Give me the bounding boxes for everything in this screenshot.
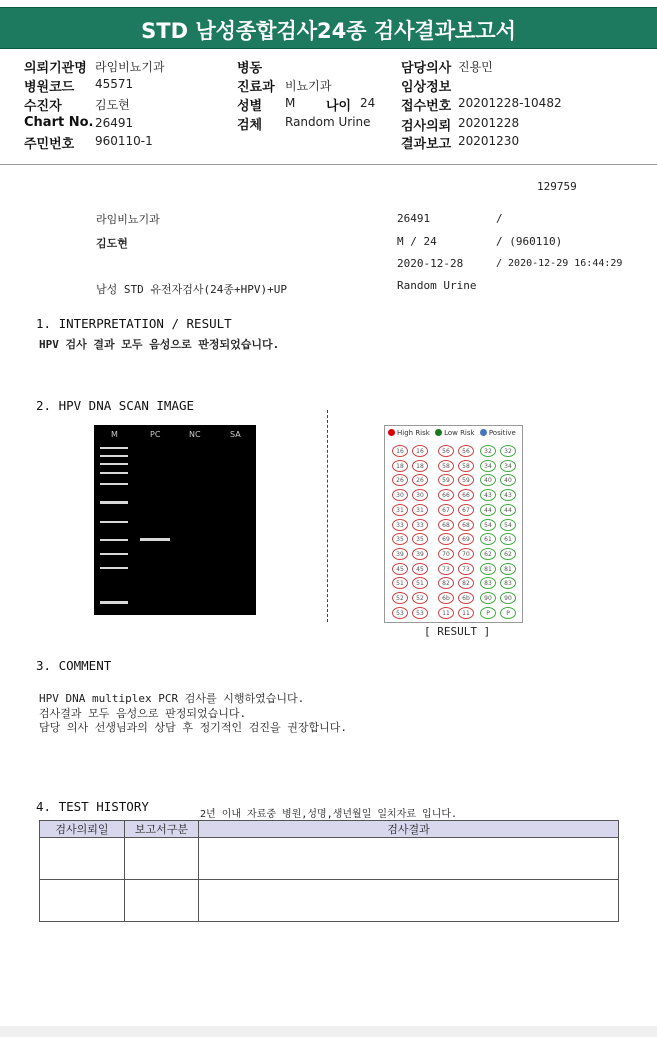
chip-cell: 82 [458, 577, 474, 589]
history-note: 2년 이내 자료중 병원,성명,생년월일 일치자료 입니다. [200, 809, 458, 820]
chip-cell: 18 [392, 460, 408, 472]
report-birth: / (960110) [496, 235, 563, 248]
chip-cell: 30 [392, 489, 408, 501]
report-sex-age: M / 24 [397, 235, 437, 248]
gel-lane-label: NC [189, 430, 201, 439]
chip-cell: 69 [458, 533, 474, 545]
chip-cell: 18 [412, 460, 428, 472]
chip-cell: P [480, 607, 496, 619]
header-key: 담당의사 [401, 61, 452, 76]
chip-cell: 34 [480, 460, 496, 472]
header-value: 라임비뇨기과 [95, 60, 165, 74]
chip-cell: 45 [392, 563, 408, 575]
chip-cell: 32 [480, 445, 496, 457]
chip-cell: 31 [412, 504, 428, 516]
history-cell [125, 838, 199, 880]
history-col-header: 검사의뢰일 [40, 821, 125, 838]
chip-cell: 30 [412, 489, 428, 501]
chip-cell: 6b [458, 592, 474, 604]
report-slash: / [496, 212, 503, 225]
table-row [40, 880, 619, 922]
chip-cell: 34 [500, 460, 516, 472]
report-title: STD 남성종합검사24종 검사결과보고서 [141, 19, 516, 43]
ladder-band [100, 483, 128, 485]
history-table [39, 820, 619, 922]
chip-cell: 62 [480, 548, 496, 560]
report-specimen: Random Urine [397, 279, 477, 292]
history-header-row [40, 821, 619, 838]
chip-cell: 69 [438, 533, 454, 545]
table-row [40, 838, 619, 880]
section-history-title: 4. TEST HISTORY [36, 799, 149, 814]
gel-lane-label: SA [230, 430, 241, 439]
chip-cell: 45 [412, 563, 428, 575]
serial-number: 129759 [537, 180, 577, 193]
comment-line: HPV DNA multiplex PCR 검사를 시행하였습니다. [39, 692, 305, 705]
chip-cell: 62 [500, 548, 516, 560]
chip-cell: 11 [438, 607, 454, 619]
chip-cell: 39 [412, 548, 428, 560]
chip-cell: 58 [458, 460, 474, 472]
chip-cell: 40 [480, 474, 496, 486]
header-value: 20201228-10482 [458, 96, 562, 110]
comment-line: 검사결과 모두 음성으로 판정되었습니다. [39, 707, 247, 720]
header-key: 결과보고 [401, 137, 452, 152]
chip-cell: 73 [458, 563, 474, 575]
ladder-band [100, 539, 128, 541]
header-key: 성별 [237, 99, 263, 114]
chip-cell: 16 [412, 445, 428, 457]
header-key: 임상정보 [401, 80, 452, 95]
chip-cell: 51 [412, 577, 428, 589]
chip-cell: 35 [412, 533, 428, 545]
chip-cell: 54 [500, 519, 516, 531]
chip-cell: 40 [500, 474, 516, 486]
ladder-band [100, 567, 128, 569]
chip-cell: 52 [392, 592, 408, 604]
chip-cell: 43 [500, 489, 516, 501]
header-value: 45571 [95, 77, 134, 91]
section-interpretation-title: 1. INTERPRETATION / RESULT [36, 316, 232, 331]
chip-cell: 56 [438, 445, 454, 457]
chip-cell: 82 [438, 577, 454, 589]
gel-lane-label: M [111, 430, 118, 439]
chip-caption: [ RESULT ] [424, 625, 491, 638]
ladder-band [100, 553, 128, 555]
header-key: Chart No. [24, 115, 94, 130]
chip-cell: 43 [480, 489, 496, 501]
chip-cell: 67 [458, 504, 474, 516]
chip-cell: 53 [412, 607, 428, 619]
legend-label: Low Risk [444, 429, 475, 437]
chip-cell: 11 [458, 607, 474, 619]
gel-lane-label: PC [150, 430, 161, 439]
chip-cell: 70 [438, 548, 454, 560]
section-comment-title: 3. COMMENT [36, 658, 112, 673]
header-value-age: 24 [360, 96, 376, 110]
header-key: 주민번호 [24, 137, 75, 152]
header-value: 20201230 [458, 134, 520, 148]
gel-image [94, 425, 256, 615]
chip-cell: 61 [480, 533, 496, 545]
header-value: 20201228 [458, 116, 520, 130]
header-key-age: 나이 [326, 99, 352, 114]
chip-cell: 44 [480, 504, 496, 516]
history-cell [40, 838, 125, 880]
report-clinic: 라임비뇨기과 [96, 213, 160, 226]
report-patient: 김도현 [96, 237, 128, 250]
chip-cell: 32 [500, 445, 516, 457]
gel-bands [94, 425, 256, 615]
ladder-band [100, 447, 128, 449]
chip-cell: 66 [438, 489, 454, 501]
scan-divider [327, 410, 328, 622]
header-value: 비뇨기과 [285, 79, 332, 93]
chip-cell: 68 [438, 519, 454, 531]
report-chart-no: 26491 [397, 212, 431, 225]
header-key: 검체 [237, 118, 263, 133]
header-key: 병원코드 [24, 80, 75, 95]
chip-cell: 83 [480, 577, 496, 589]
chip-cell: 51 [392, 577, 408, 589]
chip-cell: 52 [412, 592, 428, 604]
ladder-band [100, 472, 128, 474]
history-cell [40, 880, 125, 922]
chip-cell: 66 [458, 489, 474, 501]
legend-label: High Risk [397, 429, 430, 437]
chip-cell: 81 [500, 563, 516, 575]
header-value: Random Urine [285, 115, 371, 129]
header-value: 김도현 [95, 98, 130, 112]
chip-cell: 67 [438, 504, 454, 516]
header-key: 검사의뢰 [401, 119, 452, 134]
title-bar [0, 7, 657, 49]
section-scan-image-title: 2. HPV DNA SCAN IMAGE [36, 398, 195, 413]
chip-cell: 68 [458, 519, 474, 531]
chip-cell: 54 [480, 519, 496, 531]
history-cell [199, 880, 619, 922]
hpv-chip-panel [384, 425, 523, 623]
legend-label: Positive [488, 429, 516, 437]
ladder-band [100, 501, 128, 504]
chip-cell: 61 [500, 533, 516, 545]
pc-band [140, 538, 170, 541]
chip-cell: 26 [392, 474, 408, 486]
header-value: 26491 [95, 116, 134, 130]
chip-cell: 6b [438, 592, 454, 604]
chip-cell: 83 [500, 577, 516, 589]
report-time: / 2020-12-29 16:44:29 [496, 258, 623, 269]
history-cell [199, 838, 619, 880]
chip-cell: 56 [458, 445, 474, 457]
comment-line: 담당 의사 선생님과의 상담 후 정기적인 검진을 권장합니다. [39, 721, 348, 734]
header-key: 수진자 [24, 99, 62, 114]
header-key: 진료과 [237, 80, 275, 95]
chip-cell: 70 [458, 548, 474, 560]
chip-cell: 33 [412, 519, 428, 531]
report-test-name: 남성 STD 유전자검사(24종+HPV)+UP [96, 283, 287, 296]
history-col-header: 검사결과 [199, 821, 619, 838]
chip-cell: 33 [392, 519, 408, 531]
history-cell [125, 880, 199, 922]
chip-cell: 59 [458, 474, 474, 486]
ladder-band [100, 521, 128, 523]
header-value: 진용민 [458, 60, 493, 74]
header-value: M [285, 96, 296, 110]
chip-cell: 26 [412, 474, 428, 486]
chip-cell: 39 [392, 548, 408, 560]
footer-bar [0, 1026, 657, 1037]
ladder-band [100, 455, 128, 457]
header-key: 병동 [237, 61, 263, 76]
chip-cell: 31 [392, 504, 408, 516]
chip-cell: 44 [500, 504, 516, 516]
chip-cell: 90 [500, 592, 516, 604]
chip-cell: 81 [480, 563, 496, 575]
interpretation-text: HPV 검사 결과 모두 음성으로 판정되었습니다. [39, 338, 280, 351]
chip-cell: 35 [392, 533, 408, 545]
chip-cell: 59 [438, 474, 454, 486]
chip-cell: P [500, 607, 516, 619]
ladder-band [100, 601, 128, 604]
header-value: 960110-1 [95, 134, 153, 148]
chip-cell: 16 [392, 445, 408, 457]
header-key: 접수번호 [401, 99, 452, 114]
chip-cell: 90 [480, 592, 496, 604]
chip-cell: 73 [438, 563, 454, 575]
chip-grid [385, 426, 522, 622]
header-divider [0, 164, 657, 165]
history-col-header: 보고서구분 [125, 821, 199, 838]
ladder-band [100, 463, 128, 465]
chip-cell: 53 [392, 607, 408, 619]
report-date: 2020-12-28 [397, 257, 464, 270]
header-key: 의뢰기관명 [24, 61, 87, 76]
chip-cell: 58 [438, 460, 454, 472]
